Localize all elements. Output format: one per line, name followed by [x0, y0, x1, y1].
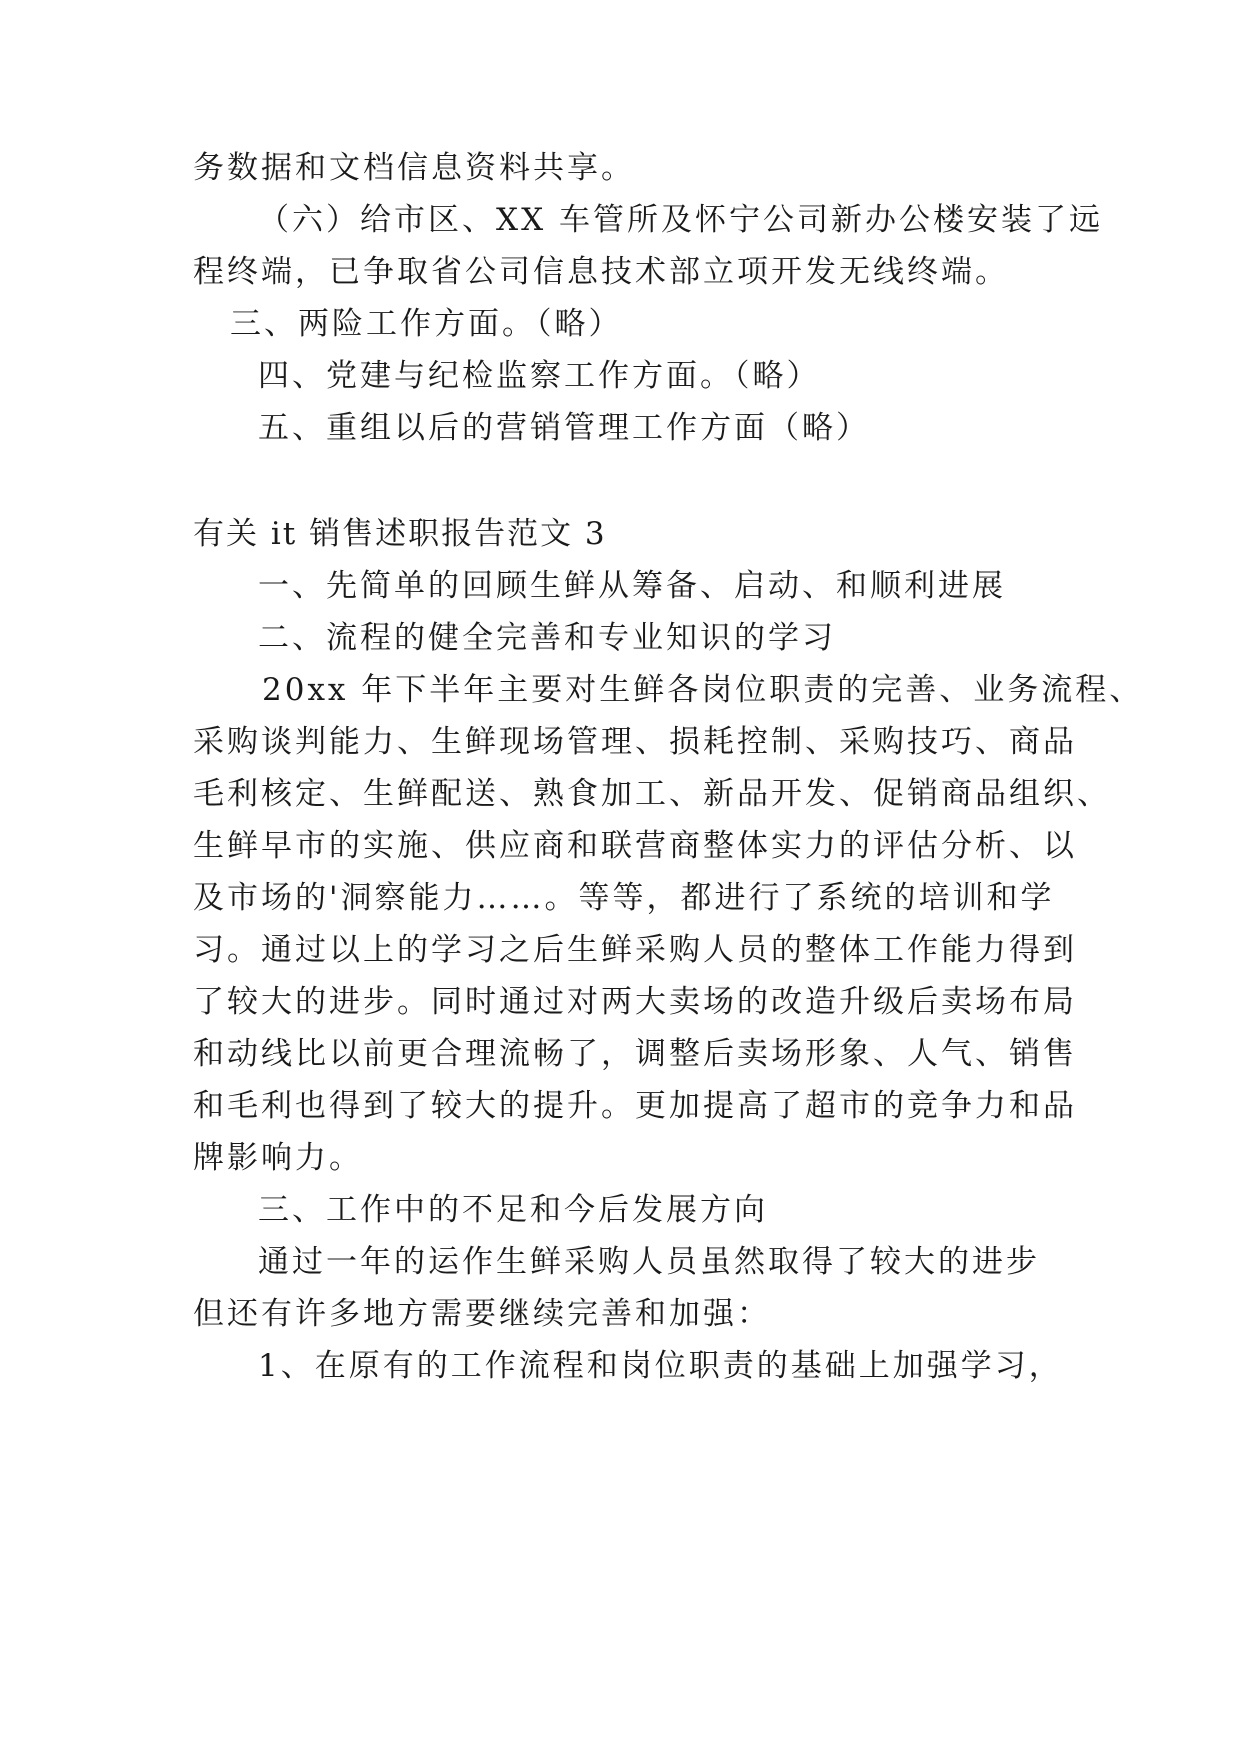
- paragraph-line: 程终端，已争取省公司信息技术部立项开发无线终端。: [193, 254, 1009, 290]
- paragraph-line: 但还有许多地方需要继续完善和加强：: [193, 1296, 771, 1332]
- paragraph-line: 毛利核定、生鲜配送、熟食加工、新品开发、促销商品组织、: [193, 776, 1111, 812]
- paragraph-line: 务数据和文档信息资料共享。: [193, 150, 635, 186]
- list-item: 1、在原有的工作流程和岗位职责的基础上加强学习，: [258, 1348, 1063, 1384]
- paragraph-line: 及市场的'洞察能力……。等等，都进行了系统的培训和学: [193, 880, 1055, 916]
- section-heading: 二、流程的健全完善和专业知识的学习: [258, 620, 836, 656]
- section-heading: 四、党建与纪检监察工作方面。（略）: [258, 358, 821, 394]
- paragraph-line: 和动线比以前更合理流畅了，调整后卖场形象、人气、销售: [193, 1036, 1077, 1072]
- paragraph-line: 20xx 年下半年主要对生鲜各岗位职责的完善、业务流程、: [262, 672, 1144, 708]
- section-heading: 五、重组以后的营销管理工作方面（略）: [258, 410, 870, 446]
- section-heading: 一、先简单的回顾生鲜从筹备、启动、和顺利进展: [258, 568, 1006, 604]
- paragraph-line: 牌影响力。: [193, 1140, 363, 1176]
- paragraph-line: 和毛利也得到了较大的提升。更加提高了超市的竞争力和品: [193, 1088, 1077, 1124]
- section-heading: 三、两险工作方面。（略）: [230, 306, 623, 342]
- paragraph-line: 生鲜早市的实施、供应商和联营商整体实力的评估分析、以: [193, 828, 1077, 864]
- document-title: 有关 it 销售述职报告范文 3: [193, 516, 607, 552]
- paragraph-line: 采购谈判能力、生鲜现场管理、损耗控制、采购技巧、商品: [193, 724, 1077, 760]
- paragraph-line: 习。通过以上的学习之后生鲜采购人员的整体工作能力得到: [193, 932, 1077, 968]
- paragraph-line: 了较大的进步。同时通过对两大卖场的改造升级后卖场布局: [193, 984, 1077, 1020]
- paragraph-line: 通过一年的运作生鲜采购人员虽然取得了较大的进步: [258, 1244, 1040, 1280]
- section-heading: 三、工作中的不足和今后发展方向: [258, 1192, 768, 1228]
- paragraph-line: （六）给市区、XX 车管所及怀宁公司新办公楼安装了远: [258, 202, 1103, 238]
